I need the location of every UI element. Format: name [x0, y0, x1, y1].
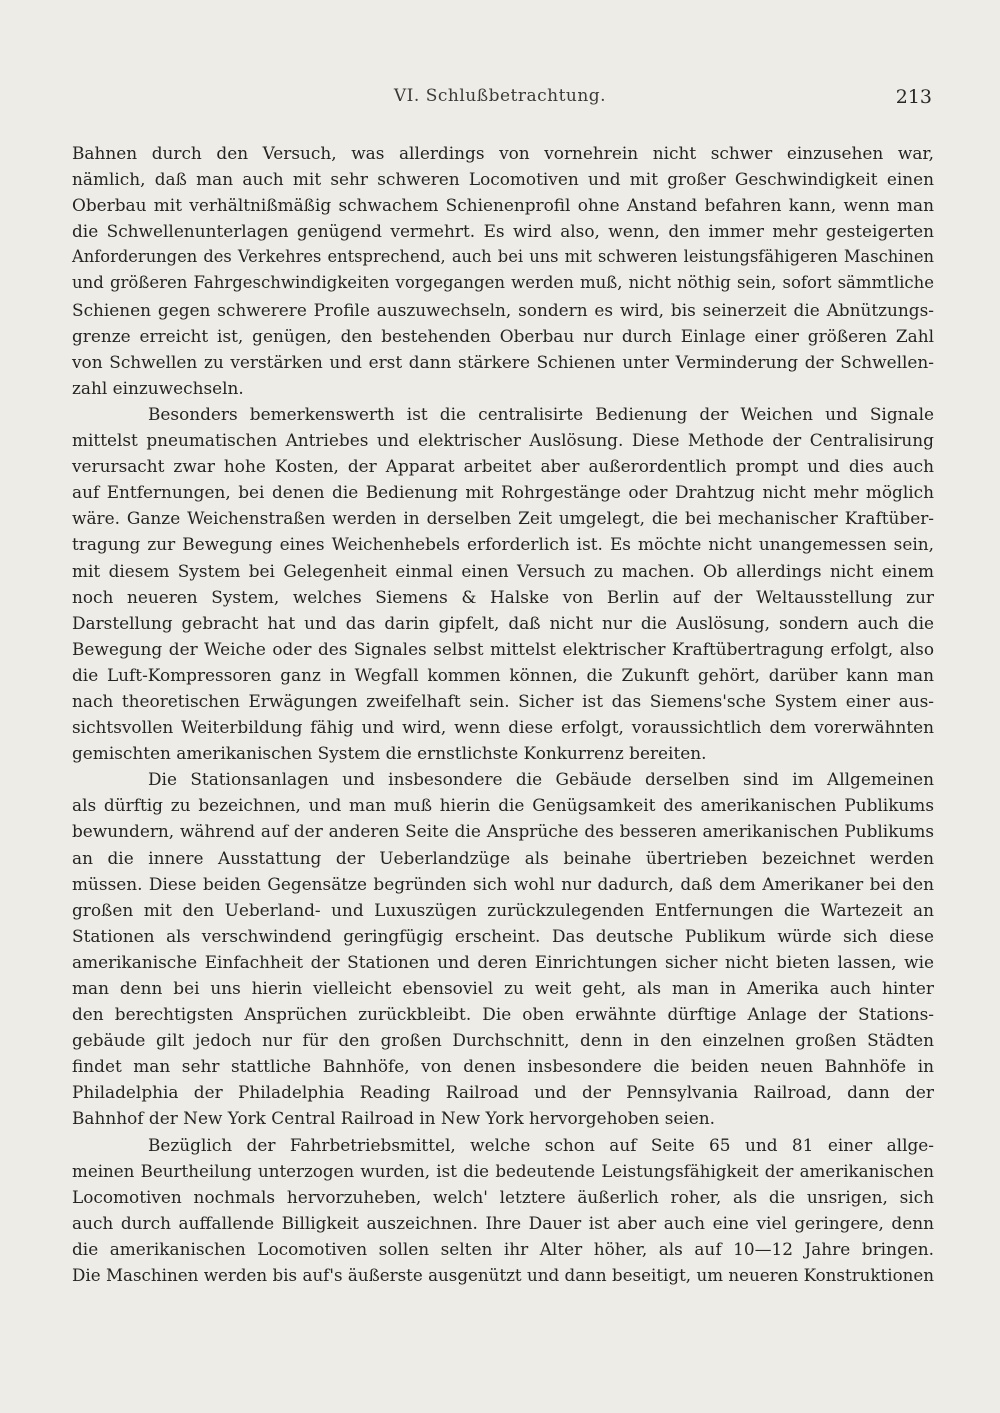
text-line: grenze erreicht ist, genügen, den bestehenden Oberbau nur durch Einlage einer größeren Zahl: [72, 325, 934, 346]
text-line: verursacht zwar hohe Kosten, der Apparat arbeitet aber außerordentlich prompt und dies auch: [72, 456, 934, 477]
text-line: nämlich, daß man auch mit sehr schweren Locomotiven und mit großer Geschwindigkeit einen: [72, 169, 934, 190]
text-line: gemischten amerikanischen System die ernstlichste Konkurrenz bereiten.: [72, 743, 707, 764]
text-line: sichtsvollen Weiterbildung fähig und wird, wenn diese erfolgt, voraussichtlich dem vorerwähnten: [72, 717, 934, 738]
text-line: Stationen als verschwindend geringfügig erscheint. Das deutsche Publikum würde sich diese: [72, 925, 934, 946]
text-line: amerikanische Einfachheit der Stationen und deren Einrichtungen sicher nicht bieten lassen, wie: [72, 951, 934, 972]
text-line: Oberbau mit verhältnißmäßig schwachem Schienenprofil ohne Anstand befahren kann, wenn man: [72, 195, 934, 216]
text-line: die Schwellenunterlagen genügend vermehrt. Es wird also, wenn, den immer mehr gesteigerten: [72, 221, 934, 242]
text-line: müssen. Diese beiden Gegensätze begründen sich wohl nur dadurch, daß dem Amerikaner bei den: [72, 873, 934, 894]
text-line: tragung zur Bewegung eines Weichenhebels erforderlich ist. Es möchte nicht unangemessen sein,: [72, 534, 934, 555]
text-line: Bahnhof der New York Central Railroad in New York hervorgehoben seien.: [72, 1108, 715, 1129]
text-line: Die Maschinen werden bis auf's äußerste ausgenützt und dann beseitigt, um neueren Konstruktionen: [72, 1265, 934, 1286]
text-line: Philadelphia der Philadelphia Reading Railroad und der Pennsylvania Railroad, dann der: [72, 1082, 934, 1103]
text-line: Darstellung gebracht hat und das darin gipfelt, daß nicht nur die Auslösung, sondern auch die: [72, 612, 934, 633]
text-line: zahl einzuwechseln.: [72, 377, 244, 398]
text-line: Anforderungen des Verkehres entsprechend, auch bei uns mit schweren leistungsfähigeren Maschinen: [72, 247, 934, 267]
page-header: [0, 86, 1000, 116]
text-line: gebäude gilt jedoch nur für den großen Durchschnitt, denn in den einzelnen großen Städten: [72, 1030, 934, 1051]
text-line: Bewegung der Weiche oder des Signales selbst mittelst elektrischer Kraftübertragung erfolgt, also: [72, 638, 934, 659]
text-line: die Luft-Kompressoren ganz in Wegfall kommen können, die Zukunft gehört, darüber kann man: [72, 664, 934, 685]
text-line: Locomotiven nochmals hervorzuheben, welch' letztere äußerlich roher, als die unsrigen, sich: [72, 1186, 934, 1207]
body-text: [72, 140, 934, 1288]
text-line: nach theoretischen Erwägungen zweifelhaft sein. Sicher ist das Siemens'sche System einer aus-: [72, 690, 934, 711]
text-line: auf Entfernungen, bei denen die Bedienung mit Rohrgestänge oder Drahtzug nicht mehr möglich: [72, 482, 934, 503]
text-line: von Schwellen zu verstärken und erst dann stärkere Schienen unter Verminderung der Schwellen-: [72, 351, 934, 372]
text-line: findet man sehr stattliche Bahnhöfe, von denen insbesondere die beiden neuen Bahnhöfe in: [72, 1056, 934, 1077]
text-line: noch neueren System, welches Siemens & Halske von Berlin auf der Weltausstellung zur: [72, 586, 934, 607]
paragraph-start-line: Bezüglich der Fahrbetriebsmittel, welche schon auf Seite 65 und 81 einer allge-: [148, 1134, 934, 1155]
text-line: mittelst pneumatischen Antriebes und elektrischer Auslösung. Diese Methode der Centralisirung: [72, 430, 934, 451]
text-line: auch durch auffallende Billigkeit auszeichnen. Ihre Dauer ist aber auch eine viel geringere, denn: [72, 1212, 934, 1233]
page-number: 213: [895, 86, 932, 108]
text-line: man denn bei uns hierin vielleicht ebensoviel zu weit geht, als man in Amerika auch hinter: [72, 978, 934, 998]
text-line: und größeren Fahrgeschwindigkeiten vorgegangen werden muß, nicht nöthig sein, sofort sämmtliche: [72, 273, 934, 293]
text-line: meinen Beurtheilung unterzogen wurden, ist die bedeutende Leistungsfähigkeit der amerikanischen: [72, 1160, 934, 1181]
text-line: als dürftig zu bezeichnen, und man muß hierin die Genügsamkeit des amerikanischen Publikums: [72, 795, 934, 816]
text-line: bewundern, während auf der anderen Seite die Ansprüche des besseren amerikanischen Publikums: [72, 821, 934, 842]
text-line: Bahnen durch den Versuch, was allerdings von vornehrein nicht schwer einzusehen war,: [72, 143, 934, 163]
text-line: Schienen gegen schwerere Profile auszuwechseln, sondern es wird, bis seinerzeit die Abnützungs-: [72, 299, 934, 320]
text-line: den berechtigsten Ansprüchen zurückbleibt. Die oben erwähnte dürftige Anlage der Stations-: [72, 1004, 934, 1025]
paragraph-start-line: Die Stationsanlagen und insbesondere die Gebäude derselben sind im Allgemeinen: [148, 769, 934, 790]
paragraph-start-line: Besonders bemerkenswerth ist die centralisirte Bedienung der Weichen und Signale: [148, 403, 934, 424]
text-line: wäre. Ganze Weichenstraßen werden in derselben Zeit umgelegt, die bei mechanischer Kraftüber-: [72, 508, 934, 529]
text-line: die amerikanischen Locomotiven sollen selten ihr Alter höher, als auf 10—12 Jahre bringen.: [72, 1238, 934, 1259]
text-line: mit diesem System bei Gelegenheit einmal einen Versuch zu machen. Ob allerdings nicht einem: [72, 560, 934, 581]
text-line: großen mit den Ueberland- und Luxuszügen zurückzulegenden Entfernungen die Wartezeit an: [72, 899, 934, 920]
running-head: VI. Schlußbetrachtung.: [393, 86, 607, 106]
text-line: an die innere Ausstattung der Ueberlandzüge als beinahe übertrieben bezeichnet werden: [72, 847, 934, 868]
